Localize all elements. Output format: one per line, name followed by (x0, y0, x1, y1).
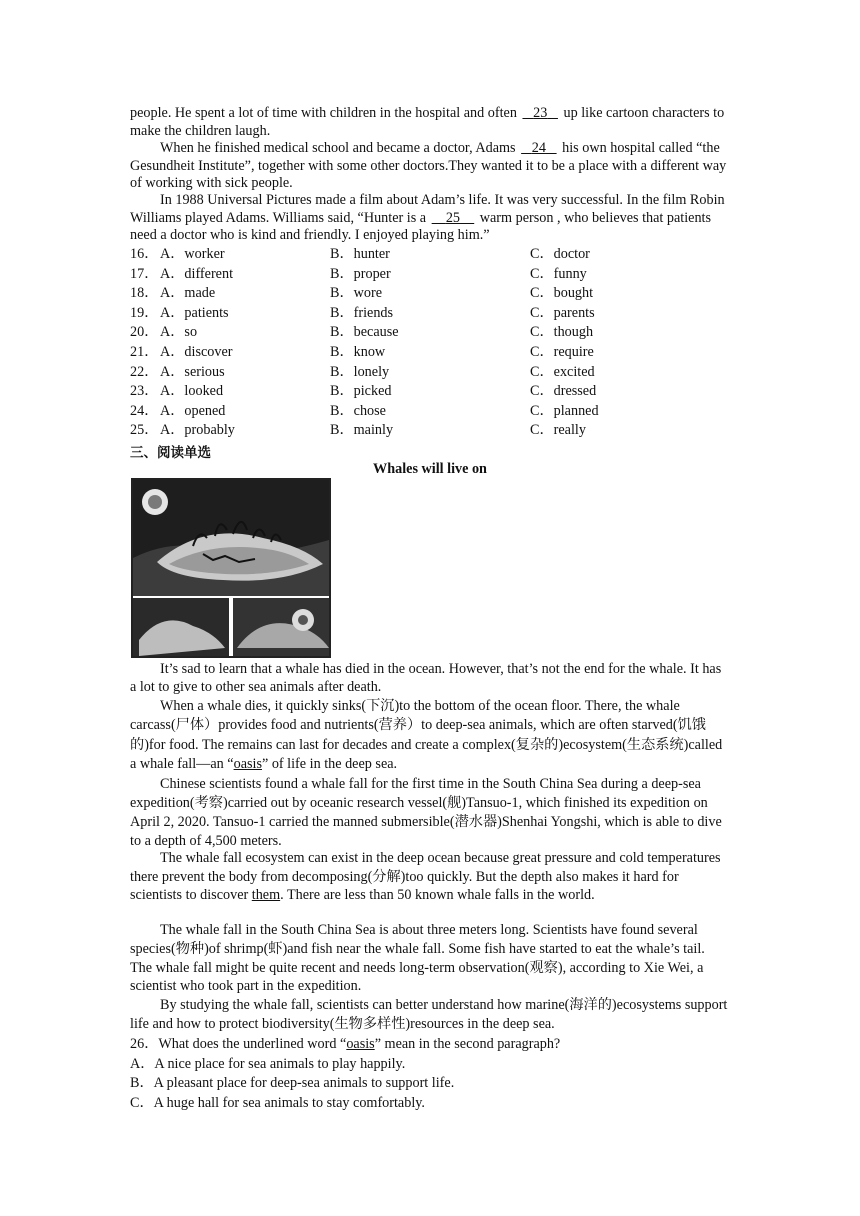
reading-paragraph-2: When a whale dies, it quickly sinks(下沉)to the bottom of the ocean floor. There, the whale carcass(尸体）provides food and nutrients(营养）to deep-sea animals, which are often starved(饥饿的)for food. The remains can last for decades and create a complex(复杂的)ecosystem(生态系统)called a whale fall—an “oasis” of life in the deep sea. (130, 698, 723, 773)
option-row: 22． A．serious B．lonely C．excited (130, 363, 595, 380)
option-row: 20． A．so B．because C．though (130, 324, 594, 341)
reading-paragraph-1: It’s sad to learn that a whale has died in the ocean. However, that’s not the end for the whale. It has a lot to give to other sea animals after death. (130, 661, 722, 695)
section-heading: 三、阅读单选 (130, 445, 211, 461)
option-row: 19． A．patients B．friends C．parents (130, 304, 595, 321)
reading-paragraph-4: The whale fall ecosystem can exist in the deep ocean because great pressure and cold temperatures there prevent the body from decomposing(分解)too quickly. But the depth also makes it hard for scientists to discover them. There are less than 50 known whale falls in the world. (130, 850, 721, 903)
blank-23: 23 (533, 105, 548, 121)
option-row: 25． A．probably B．mainly C．really (130, 422, 586, 439)
blank-24: 24 (531, 140, 546, 156)
blank-25: 25 (445, 209, 461, 226)
text: In 1988 Universal Pictures made a film about Adam’s life. It was very successful. In the film Robin Williams played Adams. Williams said, “Hunter is a (130, 192, 725, 226)
cloze-options (130, 245, 730, 441)
whale-fall-illustration (133, 480, 329, 656)
cloze-paragraph-3 (130, 192, 730, 245)
text: his own hospital called “the Gesundheit Institute”, together with some other doctors.They wanted it to be a place with a different way of working with sick people. (130, 140, 727, 192)
text: warm person , who believes that patients need a doctor who is kind and friendly. I enjoyed playing him.” (130, 209, 712, 244)
reading-paragraph-6: By studying the whale fall, scientists can better understand how marine(海洋的)ecosystems support life and how to protect biodiversity(生物多样性)resources in the deep sea. (130, 997, 728, 1032)
text: When he finished medical school and became a doctor, Adams (160, 140, 520, 156)
underlined-them: them (251, 887, 281, 903)
reading-paragraph-3: Chinese scientists found a whale fall for the first time in the South China Sea during a deep-sea expedition(考察)carried out by oceanic research vessel(舰)Tansuo-1, which finished its expedition on April 2, 2020. Tansuo-1 carried the manned submersible(潜水器)Shenhai Yongshi, which is able to dive to a depth of 4,500 meters. (130, 776, 722, 849)
option-row: 24． A．opened B．chose C．planned (130, 402, 599, 419)
option-row: 23． A．looked B．picked C．dressed (130, 383, 597, 400)
option-row: 21． A．discover B．know C．require (130, 343, 594, 360)
text: up like cartoon characters to make the children laugh. (130, 105, 725, 139)
passage-title: Whales will live on (373, 461, 487, 477)
option-row: 16． A．worker B．hunter C．doctor (130, 246, 590, 262)
reading-paragraph-5: The whale fall in the South China Sea is about three meters long. Scientists have found several species(物种)of shrimp(虾)and fish near the whale fall. Some fish have started to eat the whale’s tail. The whale fall might be quite recent and needs long-term observation(观察), according to Xie Wei, a scientist who took part in the expedition. (130, 922, 705, 995)
cloze-paragraph-1 (130, 105, 730, 140)
text: people. He spent a lot of time with children in the hospital and often (130, 105, 521, 121)
underlined-oasis: oasis (233, 756, 262, 773)
question-26-option-c[interactable]: C．A huge hall for sea animals to stay comfortably. (130, 1095, 425, 1111)
option-row: 17． A．different B．proper C．funny (130, 265, 587, 282)
option-row: 18． A．made B．wore C．bought (130, 285, 594, 302)
cloze-paragraph-2 (130, 140, 730, 193)
question-26-stem: 26．What does the underlined word “oasis” mean in the second paragraph? (130, 1036, 561, 1052)
whale-fall-photo-collage (131, 478, 331, 658)
question-26-option-b[interactable]: B．A pleasant place for deep-sea animals to support life. (130, 1075, 455, 1091)
question-26-option-a[interactable]: A．A nice place for sea animals to play happily. (130, 1056, 406, 1072)
